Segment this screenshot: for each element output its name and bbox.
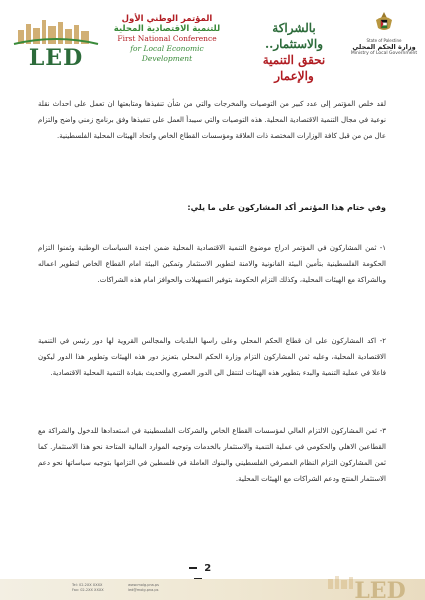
conference-slogan bbox=[244, 20, 344, 84]
page-header bbox=[0, 0, 425, 83]
intro-text: لقد خلص المؤتمر إلى عدد كبير من التوصيات والمخرجات والتي من شأن تنفيذها ومتابعتها ان تعمل على احداث نقلة نوعية في مجال التنمية الاقتصادية المحلية. هذه التوصيات والتي سيبدأ العمل على تنفيذها وفق برنامج زمني واضح والتزام عال من من قبل كافة الوزارات المختصة ذات العلاقة ومؤسسات القطاع الخاص واتحاد الهيئات المحلية الفلسطينية. bbox=[38, 100, 386, 140]
slogan-line2: نحقق التنمية والإعمار bbox=[262, 53, 326, 83]
page-footer bbox=[0, 575, 425, 600]
recommendation-item-1: ١- ثمن المشاركون في المؤتمر ادراج موضوع التنمية الاقتصادية المحلية ضمن اجندة السياسات الوطنية وثمنوا التزام الحكومة الفلسطينية بتأمين البيئة القانونية والامنة لتطوير الاستثمار وتمكين البيئة امام القطاع الخاص لتطوير اعماله وبالشراكة مع الهيئات المحلية، وكذلك التزام الحكومة بتوفير التسهيلات والحوافز امام هذه الشراكات. bbox=[38, 244, 386, 284]
conference-title-ar-line1: المؤتمر الوطني الأول bbox=[121, 14, 213, 24]
footer-website: www.molg.pna.ps bbox=[128, 583, 159, 587]
led-logo-text: LED bbox=[28, 45, 84, 68]
palestine-emblem-icon bbox=[372, 10, 396, 34]
slogan-line1: بالشراكة والاستثمار.. bbox=[264, 21, 323, 51]
intro-paragraph bbox=[38, 96, 386, 144]
page-number-dash-left bbox=[189, 567, 197, 568]
conference-title bbox=[106, 14, 228, 64]
footer-web bbox=[128, 583, 159, 592]
footer-led-watermark bbox=[322, 575, 418, 600]
footer-skyline-icon bbox=[328, 576, 353, 589]
state-of-palestine-label: State of Palestine bbox=[366, 38, 402, 43]
footer-fax: Fax: 02-2XX XXXX bbox=[72, 587, 104, 592]
recommendation-item-2: ٢- اكد المشاركون على ان قطاع الحكم المحلي وعلى راسها البلديات والمجالس القروية لها دور رئيس في التنمية الاقتصادية المحلية، وعليه ثمن المشاركون التزام وزارة الحكم المحلي بتعزيز دور هذه الهيئات وتطوير هذا الدور ليكون فاعلا في عملية التنمية والبدء بتطوير هذه الهيئات لتنتقل الى الدور العصري والحديث بقيادة التنمية المحلية الاقتصادية. bbox=[38, 337, 386, 377]
footer-led-text: LED bbox=[354, 578, 406, 600]
conference-title-en-line2: for Local Economic Development bbox=[130, 44, 204, 63]
footer-phone: Tel: 02-2XX XXXX bbox=[72, 583, 103, 587]
footer-contact bbox=[72, 583, 104, 592]
led-logo bbox=[10, 16, 102, 68]
recommendations-heading: وفي ختام هذا المؤتمر أكد المشاركون على ما يلي: bbox=[187, 203, 386, 212]
recommendation-item-3: ٣- ثمن المشاركون الالتزام العالي لمؤسسات القطاع الخاص والشركات الفلسطينية في استعدادها للدخول والشراكة مع القطاعين الاهلي والحكومي في عملية التنمية والاستثمار بالخدمات وتوجيه الموارد المالية المتاحة نحو هذا الاستثمار. كما ثمن المشاركون التزام النظام المصرفي الفلسطيني والبنوك العاملة في فلسطين في التزامها بتوجيه سياساتها نحو دعم الاستثمار المنتج ودعم الشراكات مع الهيئات المحلية. bbox=[38, 427, 386, 483]
conference-title-en-line1: First National Conference bbox=[117, 34, 217, 43]
ministry-name-en: Ministry of Local Government bbox=[350, 51, 418, 56]
footer-email: led@molg.pna.ps bbox=[128, 587, 159, 592]
ministry-name-ar: وزارة الحكم المحلي bbox=[352, 43, 416, 51]
conference-title-ar-line2: للتنمية الاقتصادية المحلية bbox=[113, 24, 221, 34]
ministry-logo-block bbox=[350, 10, 418, 57]
page-number-value: 2 bbox=[204, 563, 212, 574]
